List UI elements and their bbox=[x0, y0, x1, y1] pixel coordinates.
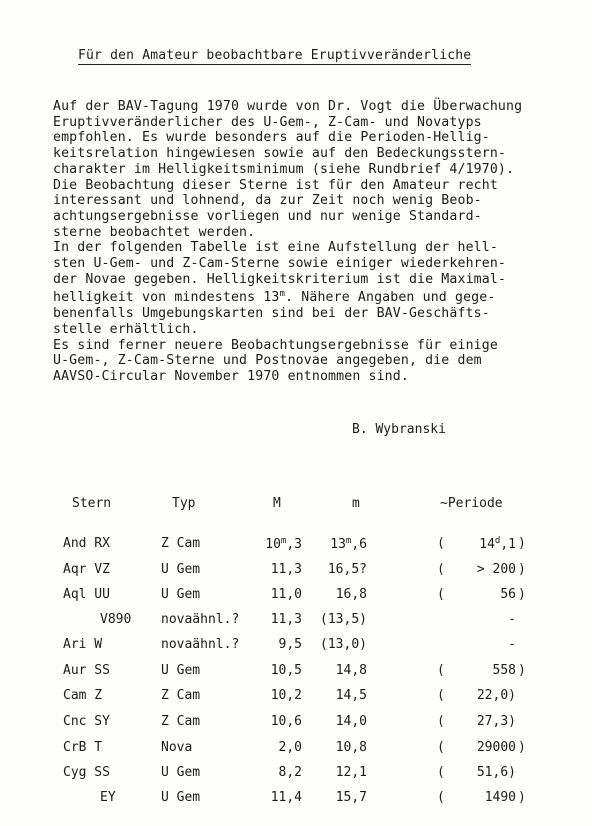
max-magnitude: 2,0 bbox=[278, 740, 302, 755]
period-open-paren: ( bbox=[437, 536, 445, 551]
text-line bbox=[53, 287, 583, 306]
max-magnitude: 8,2 bbox=[278, 765, 302, 780]
text-line: sten U-Gem- und Z-Cam-Sterne sowie einiger wiederkehren- bbox=[53, 256, 507, 272]
body-text bbox=[53, 99, 583, 385]
min-magnitude: (13,5) bbox=[320, 612, 367, 627]
period-close-paren: ) bbox=[518, 536, 526, 551]
magnitude-superscript: m bbox=[279, 289, 286, 300]
star-type: U Gem bbox=[161, 587, 201, 602]
star-type: novaähnl.? bbox=[161, 637, 240, 652]
period-open-paren: ( bbox=[437, 740, 445, 755]
period-open-paren: ( bbox=[437, 587, 445, 602]
header-period: ~Periode bbox=[440, 496, 503, 511]
star-name: Ari W bbox=[63, 637, 103, 652]
text-line: AAVSO-Circular November 1970 entnommen sind. bbox=[53, 368, 409, 384]
star-type: Z Cam bbox=[161, 688, 201, 703]
star-type: Z Cam bbox=[161, 536, 201, 551]
period-value: 56 bbox=[500, 587, 516, 602]
day-superscript: d bbox=[494, 536, 501, 546]
text-fragment: helligkeit von mindestens 13 bbox=[53, 290, 280, 306]
period-value: 22,0) bbox=[476, 688, 516, 703]
author-signature: B. Wybranski bbox=[352, 422, 446, 437]
min-magnitude: 14,5 bbox=[335, 688, 367, 703]
period-open-paren: ( bbox=[437, 714, 445, 729]
min-magnitude: 14,0 bbox=[335, 714, 367, 729]
star-name: Cyg SS bbox=[63, 765, 110, 780]
star-type: U Gem bbox=[161, 663, 201, 678]
star-name: Cnc SY bbox=[63, 714, 110, 729]
min-magnitude: 15,7 bbox=[335, 790, 367, 805]
period-close-paren: ) bbox=[518, 790, 526, 805]
period-value: 27,3) bbox=[476, 714, 516, 729]
value-part: ,3 bbox=[286, 537, 302, 552]
period-value: > 200 bbox=[476, 562, 516, 577]
text-line: sterne beobachtet werden. bbox=[53, 224, 256, 240]
period-value: - bbox=[508, 637, 516, 652]
max-magnitude: 11,3 bbox=[270, 562, 302, 577]
max-magnitude: 10,5 bbox=[270, 663, 302, 678]
text-line: Die Beobachtung dieser Sterne ist für den Amateur recht bbox=[53, 177, 498, 193]
value-part: ,1 bbox=[500, 537, 516, 552]
text-line: charakter im Helligkeitsminimum (siehe Rundbrief 4/1970). bbox=[53, 161, 515, 177]
text-line: benenfalls Umgebungskarten sind bei der BAV-Geschäfts- bbox=[53, 306, 490, 322]
header-max-mag: M bbox=[273, 496, 281, 511]
max-magnitude: 11,4 bbox=[270, 790, 302, 805]
star-type: U Gem bbox=[161, 562, 201, 577]
period-value: 558 bbox=[492, 663, 516, 678]
text-line: U-Gem-, Z-Cam-Sterne und Postnovae angegeben, die dem bbox=[53, 353, 482, 369]
text-line: In der folgenden Tabelle ist eine Aufstellung der hell- bbox=[53, 240, 498, 256]
period-open-paren: ( bbox=[437, 663, 445, 678]
text-line: Auf der BAV-Tagung 1970 wurde von Dr. Vogt die Überwachung bbox=[53, 99, 523, 114]
max-magnitude: 9,5 bbox=[278, 637, 302, 652]
text-line: der Novae gegeben. Helligkeitskriterium ist die Maximal- bbox=[53, 271, 507, 287]
text-line: Es sind ferner neuere Beobachtungsergebnisse für einige bbox=[53, 337, 498, 353]
text-line: interessant und lohnend, da zur Zeit noch wenig Beob- bbox=[53, 193, 482, 209]
max-magnitude: 10,2 bbox=[270, 688, 302, 703]
star-name: Aqr VZ bbox=[63, 562, 110, 577]
star-type: U Gem bbox=[161, 765, 201, 780]
min-magnitude: 16,8 bbox=[335, 587, 367, 602]
period-value: - bbox=[508, 612, 516, 627]
period-value bbox=[445, 536, 516, 552]
min-magnitude: 16,5? bbox=[327, 562, 367, 577]
header-min-mag: m bbox=[352, 496, 360, 511]
star-type: U Gem bbox=[161, 790, 201, 805]
period-value: 1490 bbox=[484, 790, 516, 805]
period-open-paren: ( bbox=[437, 562, 445, 577]
text-line: achtungsergebnisse vorliegen und nur wenige Standard- bbox=[53, 208, 482, 224]
period-close-paren: ) bbox=[518, 663, 526, 678]
period-close-paren: ) bbox=[518, 740, 526, 755]
star-type: Nova bbox=[161, 740, 193, 755]
magnitude-superscript: m bbox=[345, 536, 352, 546]
star-name: Cam Z bbox=[63, 688, 103, 703]
star-name: CrB T bbox=[63, 740, 103, 755]
text-fragment: . Nähere Angaben und gege- bbox=[285, 290, 496, 306]
text-line: stelle erhältlich. bbox=[53, 321, 199, 337]
max-magnitude: 11,0 bbox=[270, 587, 302, 602]
magnitude-superscript: m bbox=[280, 536, 287, 546]
min-magnitude: (13,0) bbox=[320, 637, 367, 652]
min-magnitude bbox=[295, 536, 367, 552]
min-magnitude: 14,8 bbox=[335, 663, 367, 678]
text-line: Eruptivveränderlicher des U-Gem-, Z-Cam- und Novatyps bbox=[53, 114, 482, 130]
period-value: 51,6) bbox=[476, 765, 516, 780]
value-part: ,6 bbox=[351, 537, 367, 552]
header-star: Stern bbox=[72, 496, 112, 511]
star-name: Aur SS bbox=[63, 663, 110, 678]
period-close-paren: ) bbox=[518, 587, 526, 602]
max-magnitude: 11,3 bbox=[270, 612, 302, 627]
period-value: 29000 bbox=[476, 740, 516, 755]
star-name: EY bbox=[100, 790, 116, 805]
period-open-paren: ( bbox=[437, 790, 445, 805]
value-part: 10 bbox=[265, 537, 281, 552]
header-type: Typ bbox=[172, 496, 196, 511]
period-open-paren: ( bbox=[437, 688, 445, 703]
star-type: novaähnl.? bbox=[161, 612, 240, 627]
star-name: And RX bbox=[63, 536, 110, 551]
value-part: 14 bbox=[479, 537, 495, 552]
period-open-paren: ( bbox=[437, 765, 445, 780]
page-title: Für den Amateur beobachtbare Eruptivveränderliche bbox=[78, 48, 472, 63]
text-line: empfohlen. Es wurde besonders auf die Perioden-Hellig- bbox=[53, 130, 490, 146]
max-magnitude: 10,6 bbox=[270, 714, 302, 729]
min-magnitude: 10,8 bbox=[335, 740, 367, 755]
star-name: V890 bbox=[100, 612, 132, 627]
star-type: Z Cam bbox=[161, 714, 201, 729]
min-magnitude: 12,1 bbox=[335, 765, 367, 780]
value-part: 13 bbox=[330, 537, 346, 552]
text-line: keitsrelation hingewiesen sowie auf den Bedeckungsstern- bbox=[53, 146, 507, 162]
period-close-paren: ) bbox=[518, 562, 526, 577]
max-magnitude bbox=[226, 536, 302, 552]
star-name: Aql UU bbox=[63, 587, 110, 602]
